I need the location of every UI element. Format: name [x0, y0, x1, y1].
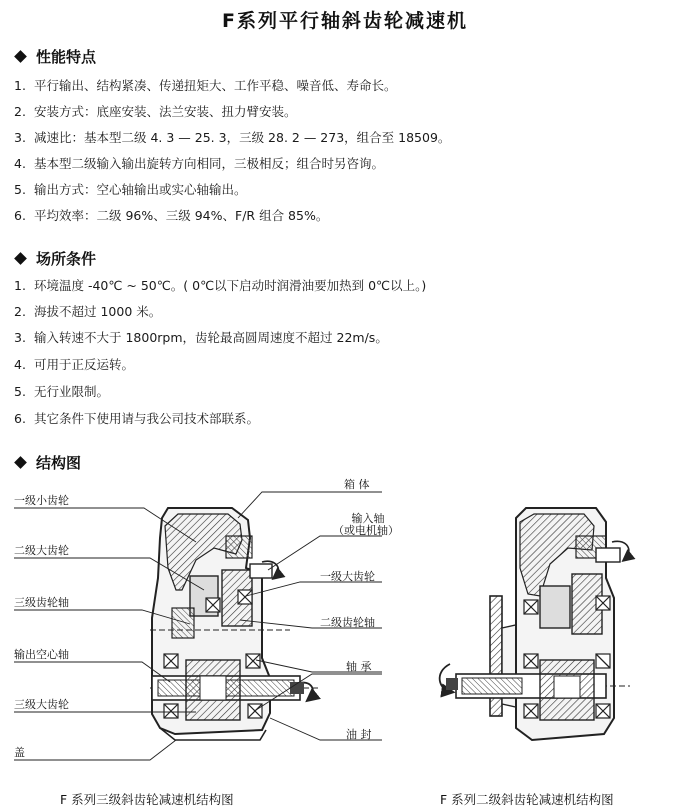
- section-heading-text: 场所条件: [36, 250, 97, 268]
- list-item: 4. 可用于正反运转。: [14, 357, 135, 372]
- section-heading-structure: [14, 452, 81, 473]
- two-stage-reducer-drawing: [440, 508, 630, 740]
- section-heading-text: 结构图: [36, 454, 82, 472]
- list-item: 5. 无行业限制。: [14, 384, 110, 399]
- label-motor-shaft: （或电机轴）: [333, 524, 399, 537]
- diamond-bullet-icon: [14, 50, 27, 63]
- list-item: 1. 环境温度 -40℃ ~ 50℃。( 0℃以下启动时润滑油要加热到 0℃以上。): [14, 278, 427, 293]
- label-output-hollow-shaft: 输出空心轴: [14, 648, 69, 661]
- list-item: 4. 基本型二级输入输出旋转方向相同，三极相反；组合时另咨询。: [14, 156, 385, 171]
- diamond-bullet-icon: [14, 252, 27, 265]
- label-third-stage-gear: 三级大齿轮: [14, 698, 69, 711]
- structure-diagram: [0, 478, 690, 778]
- list-item: 6. 其它条件下使用请与我公司技术部联系。: [14, 411, 260, 426]
- list-item: 3. 减速比：基本型二级 4. 3 — 25. 3，三级 28. 2 — 273，组合至 18509。: [14, 130, 451, 145]
- section-heading-features: [14, 46, 96, 67]
- list-item: 5. 输出方式：空心轴输出或实心轴输出。: [14, 182, 247, 197]
- diamond-bullet-icon: [14, 456, 27, 469]
- label-input-shaft: 输入轴: [351, 512, 385, 525]
- list-item: 1. 平行输出、结构紧凑、传递扭矩大、工作平稳、噪音低、寿命长。: [14, 78, 397, 93]
- caption-two-stage: F 系列二级斜齿轮减速机结构图: [440, 792, 614, 807]
- label-bearing: 轴 承: [346, 660, 372, 673]
- label-second-stage-gear: 二级大齿轮: [14, 544, 69, 557]
- label-first-stage-pinion: 一级小齿轮: [14, 494, 69, 507]
- label-housing: 箱 体: [344, 478, 370, 491]
- list-item: 2. 安装方式：底座安装、法兰安装、扭力臂安装。: [14, 104, 297, 119]
- three-stage-reducer-drawing: [150, 508, 320, 740]
- page-title: F系列平行轴斜齿轮减速机: [222, 10, 468, 32]
- list-item: 3. 输入转速不大于 1800rpm，齿轮最高圆周速度不超过 22m/s。: [14, 330, 388, 345]
- section-heading-text: 性能特点: [36, 48, 97, 66]
- label-oil-seal: 油 封: [346, 728, 372, 741]
- label-first-stage-gear: 一级大齿轮: [320, 570, 375, 583]
- list-item: 6. 平均效率：二级 96%、三级 94%、F/R 组合 85%。: [14, 208, 329, 223]
- caption-three-stage: F 系列三级斜齿轮减速机结构图: [60, 792, 234, 807]
- label-third-stage-gear-shaft: 三级齿轮轴: [14, 596, 69, 609]
- section-heading-conditions: [14, 248, 96, 269]
- label-second-stage-gear-shaft: 二级齿轮轴: [320, 616, 375, 629]
- label-cover: 盖: [14, 746, 25, 759]
- list-item: 2. 海拔不超过 1000 米。: [14, 304, 162, 319]
